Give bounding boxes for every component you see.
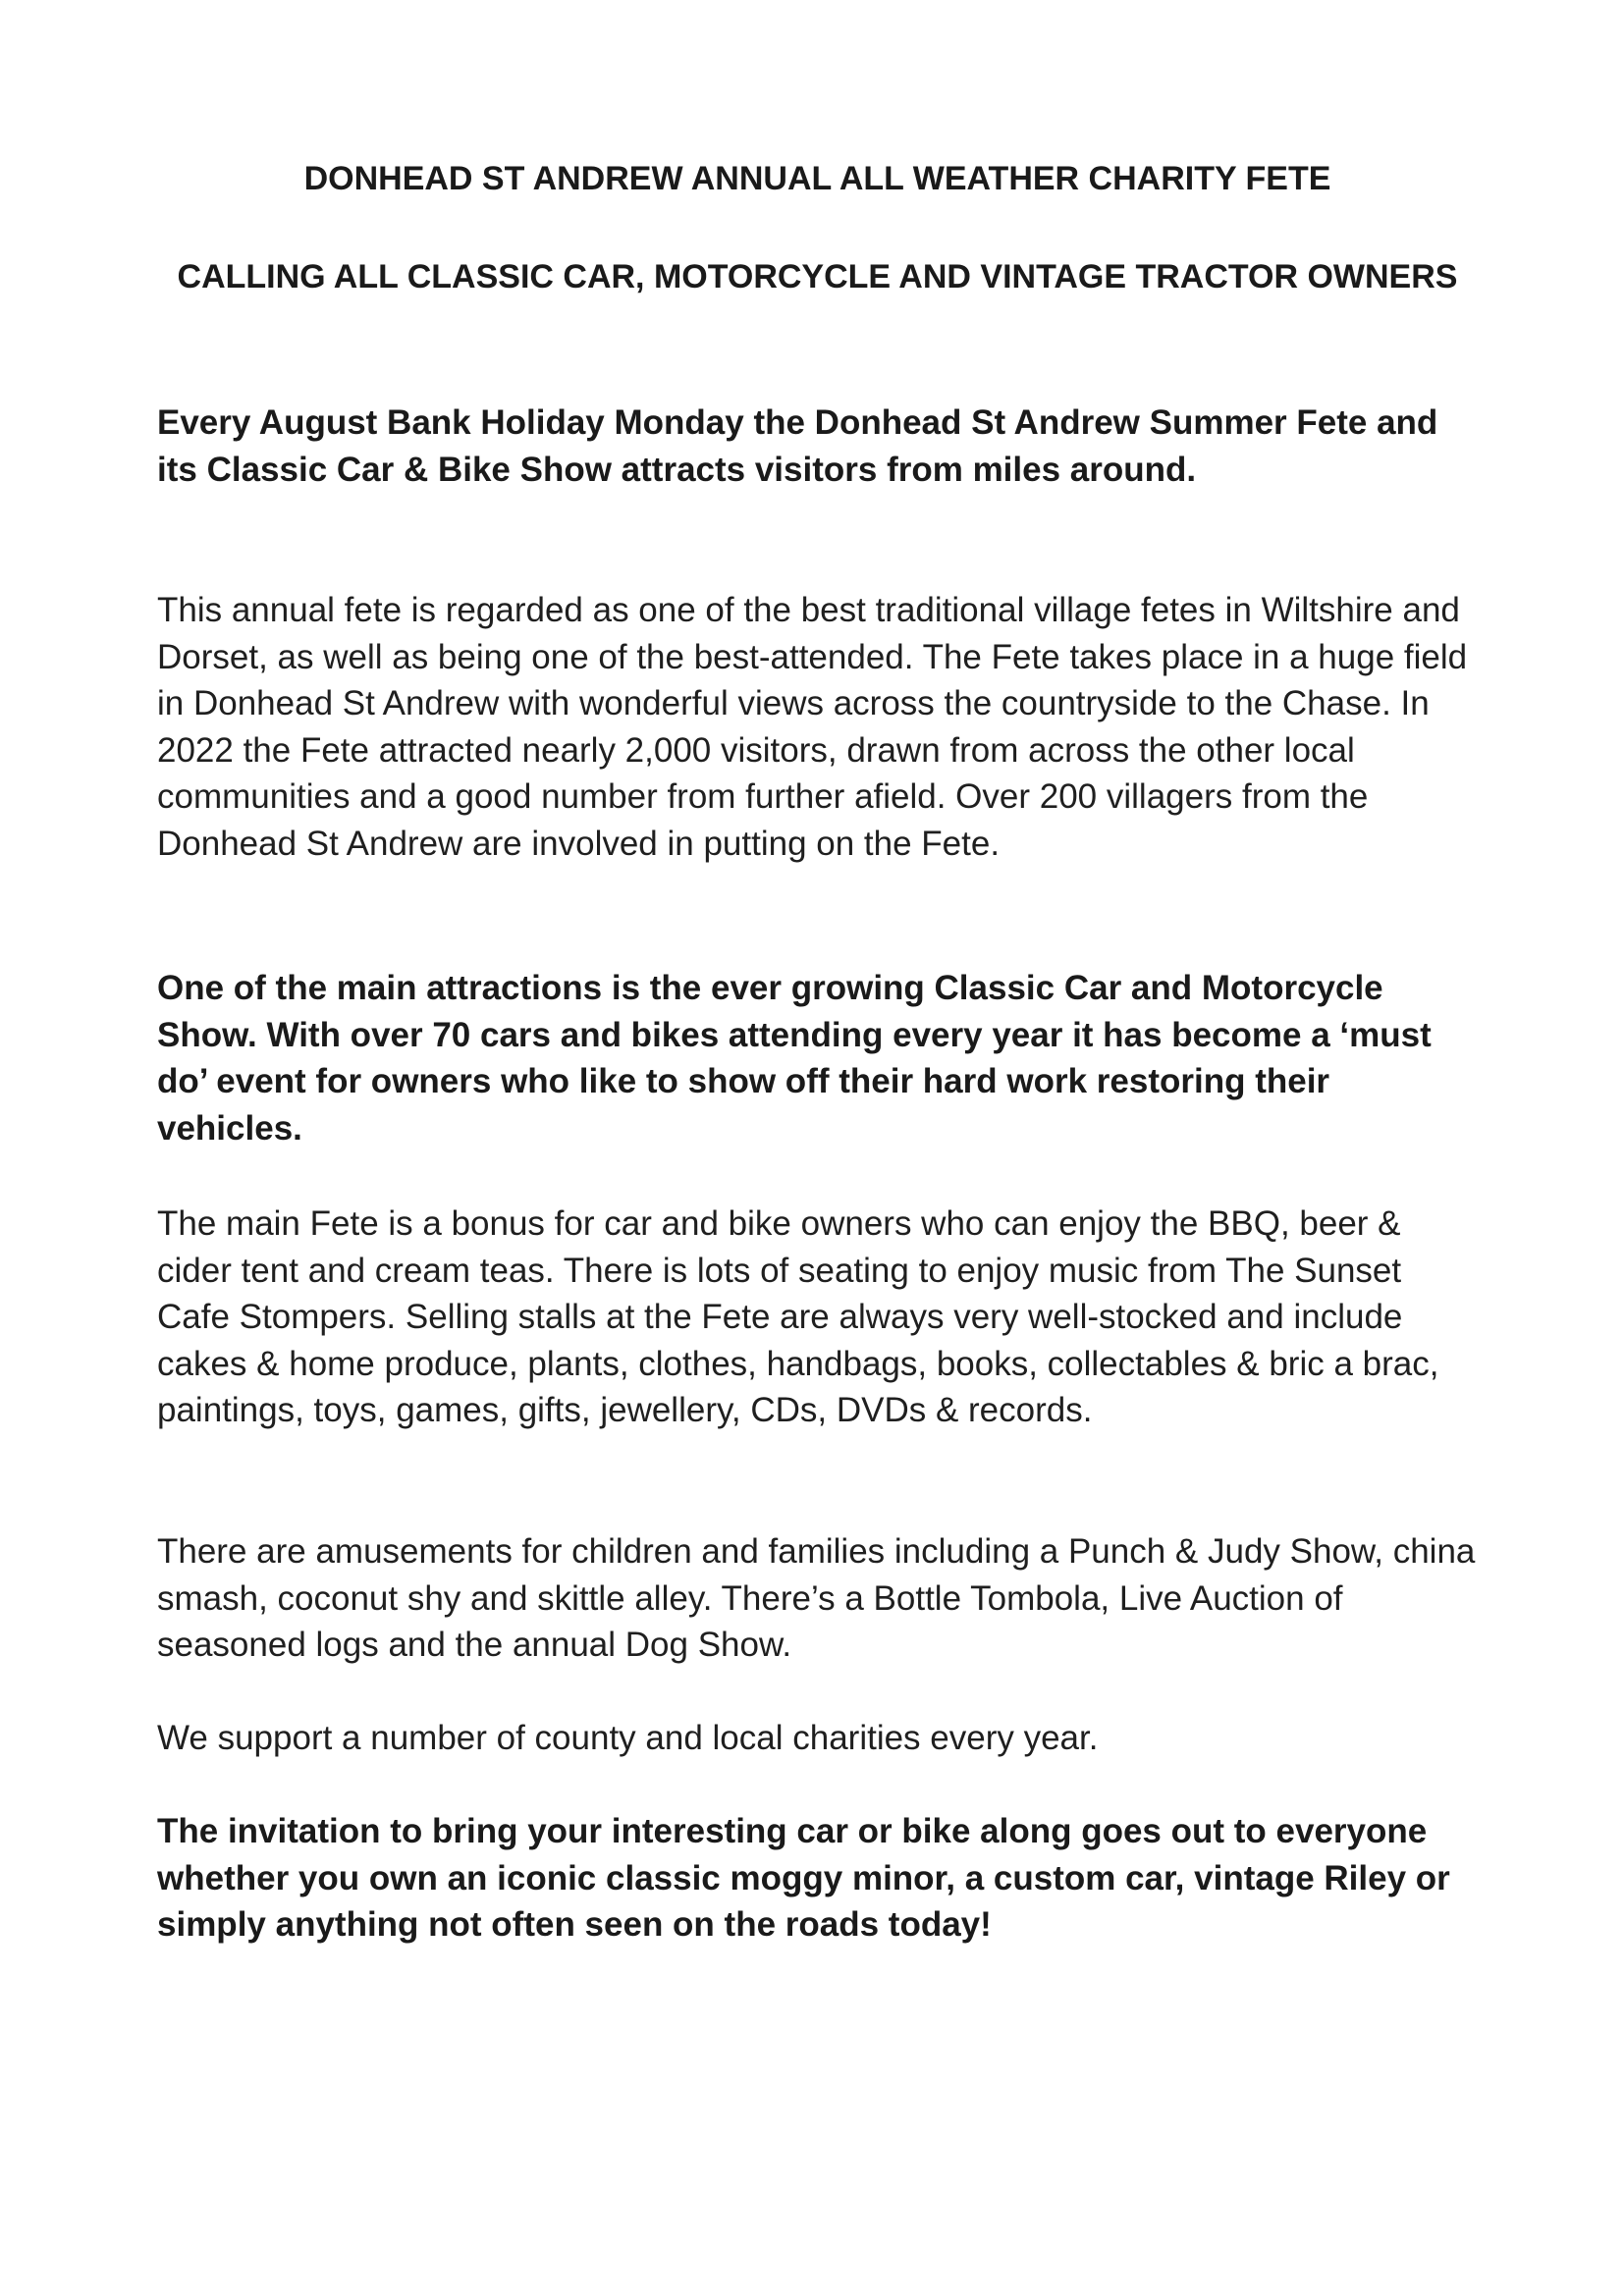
document-subtitle: CALLING ALL CLASSIC CAR, MOTORCYCLE AND VINTAGE TRACTOR OWNERS [177,258,1458,295]
fete-description-paragraph: This annual fete is regarded as one of the best traditional village fetes in Wiltshire and Dorset, as well as being one of the best-attended. The Fete takes place in a huge field in Donhead St Andrew with wonderful views across the countryside to the Chase. In 2022 the Fete attracted nearly 2,000 visitors, drawn from across the other local communities and a good number from further afield. Over 200 villagers from the Donhead St Andrew are involved in putting on the Fete. [157,591,1468,863]
invitation-paragraph: The invitation to bring your interesting car or bike along goes out to everyone whether you own an iconic classic moggy minor, a custom car, vintage Riley or simply anything not often seen on the roads today! [157,1812,1450,1944]
amusements-paragraph: There are amusements for children and families including a Punch & Judy Show, china smash, coconut shy and skittle alley. There’s a Bottle Tombola, Live Auction of seasoned logs and the annual Dog Show. [157,1532,1476,1664]
charities-paragraph: We support a number of county and local charities every year. [157,1719,1099,1757]
intro-paragraph: Every August Bank Holiday Monday the Donhead St Andrew Summer Fete and its Classic Car & Bike Show attracts visitors from miles around. [157,403,1438,489]
document-title: DONHEAD ST ANDREW ANNUAL ALL WEATHER CHARITY FETE [303,160,1331,197]
attractions-paragraph: The main Fete is a bonus for car and bike owners who can enjoy the BBQ, beer & cider tent and cream teas. There is lots of seating to enjoy music from The Sunset Cafe Stompers. Selling stalls at the Fete are always very well-stocked and include cakes & home produce, plants, clothes, handbags, books, collectables & bric a brac, paintings, toys, games, gifts, jewellery, CDs, DVDs & records. [157,1204,1439,1429]
car-show-paragraph: One of the main attractions is the ever growing Classic Car and Motorcycle Show. With over 70 cars and bikes attending every year it has become a ‘must do’ event for owners who like to show off their hard work restoring their vehicles. [157,969,1432,1148]
